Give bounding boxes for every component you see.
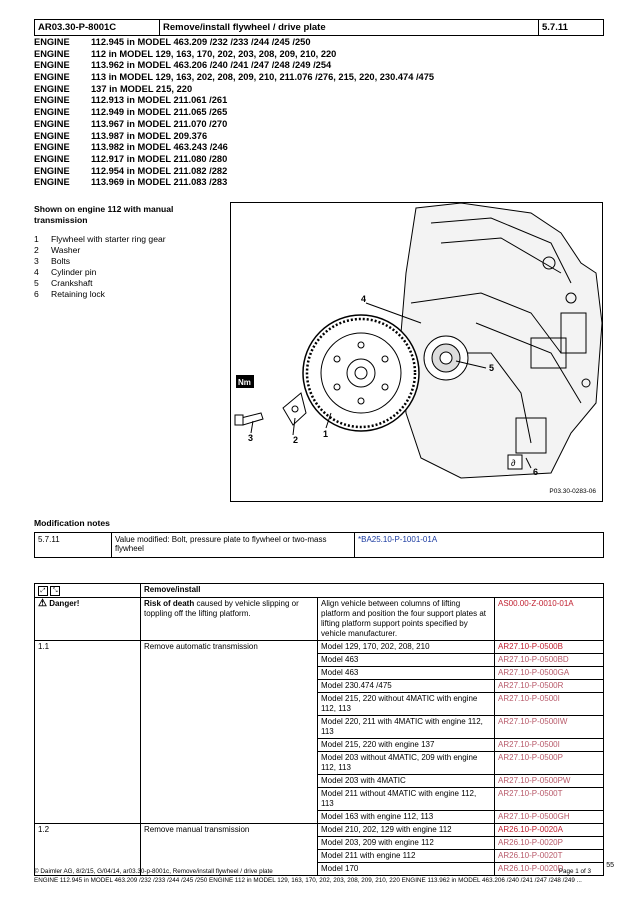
model-condition: Model 463	[318, 654, 495, 667]
legend-number: 2	[34, 245, 39, 255]
engine-label: ENGINE	[34, 60, 70, 71]
engine-models: 113 in MODEL 129, 163, 202, 208, 209, 210, 211.076 /276, 215, 220, 230.474 /475	[91, 72, 435, 83]
figure-code: P03.30-0283-06	[549, 488, 596, 495]
engine-label: ENGINE	[34, 153, 70, 164]
engine-row	[34, 177, 609, 189]
callout-6: 6	[533, 467, 539, 477]
modification-table	[34, 532, 604, 558]
engine-models: 112.945 in MODEL 463.209 /232 /233 /244 /245 /250	[91, 37, 311, 47]
model-condition: Model 129, 170, 202, 208, 210	[318, 641, 495, 654]
legend-item	[34, 234, 219, 245]
legend-text: Flywheel with starter ring gear	[51, 234, 166, 244]
engine-row	[34, 154, 609, 166]
engine-models: 112 in MODEL 129, 163, 170, 202, 203, 208, 209, 210, 220	[91, 48, 337, 59]
reference-link[interactable]: AR27.10-P-0500GH	[495, 811, 604, 824]
engine-row	[34, 84, 609, 96]
engine-models: 112.913 in MODEL 211.061 /261	[91, 95, 228, 106]
engine-models: 112.949 in MODEL 211.065 /265	[91, 107, 228, 118]
engine-row	[34, 95, 609, 107]
legend-number: 5	[34, 278, 39, 288]
engine-row	[34, 49, 609, 61]
step-number: 1.1	[35, 641, 141, 824]
procedure-row	[35, 641, 604, 654]
legend-number: 4	[34, 267, 39, 277]
engine-models: 113.982 in MODEL 463.243 /246	[91, 142, 228, 153]
footer-copyright: © Daimler AG, 8/2/15, G/04/14, ar03.30-p-8001c, Remove/install flywheel / drive plate	[34, 868, 273, 875]
engine-models: 113.987 in MODEL 209.376	[91, 130, 208, 141]
page-footer	[34, 868, 609, 885]
document-header-table	[34, 19, 604, 36]
model-condition: Model 203 with 4MATIC	[318, 775, 495, 788]
document-id: AR03.30-P-8001C	[35, 20, 160, 36]
footer-page: Page 1 of 3	[558, 868, 591, 875]
reference-link[interactable]: AR27.10-P-0500P	[495, 752, 604, 775]
warning-icon: ⚠	[38, 598, 47, 609]
engine-models: 113.969 in MODEL 211.083 /283	[91, 177, 228, 188]
engine-models: 112.954 in MODEL 211.082 /282	[91, 165, 228, 176]
engine-models: 137 in MODEL 215, 220	[91, 83, 193, 94]
figure-legend	[34, 234, 219, 300]
model-condition: Model 211 without 4MATIC with engine 112, 113	[318, 788, 495, 811]
torque-label: Nm	[238, 378, 251, 387]
legend-item	[34, 267, 219, 278]
legend-text: Crankshaft	[51, 278, 93, 288]
engine-label: ENGINE	[34, 95, 70, 106]
reference-link[interactable]: AR27.10-P-0500R	[495, 680, 604, 693]
model-condition: Model 215, 220 with engine 137	[318, 739, 495, 752]
procedure-table	[34, 583, 604, 876]
reference-link[interactable]: AR27.10-P-0500I	[495, 739, 604, 752]
step-action: Remove manual transmission	[141, 824, 318, 876]
expand-icons[interactable]	[35, 584, 141, 598]
engine-row	[34, 37, 609, 49]
mod-text: Value modified: Bolt, pressure plate to flywheel or two-mass flywheel	[112, 533, 355, 558]
engine-models: 113.962 in MODEL 463.206 /240 /241 /247 /248 /249 /254	[91, 60, 332, 71]
document-title: Remove/install flywheel / drive plate	[160, 20, 539, 36]
legend-text: Cylinder pin	[51, 267, 97, 277]
engine-label: ENGINE	[34, 48, 70, 59]
expand-icon[interactable]: ⤢	[38, 586, 48, 596]
danger-cell	[35, 598, 141, 641]
reference-link[interactable]: AR26.10-P-0020D	[495, 863, 604, 876]
engine-row	[34, 107, 609, 119]
procedure-row	[35, 824, 604, 837]
reference-link[interactable]: AR26.10-P-0020A	[495, 824, 604, 837]
footer-engines: ENGINE 112.945 in MODEL 463.209 /232 /233 /244 /245 /250 ENGINE 112 in MODEL 129, 163, 170, 202, 203, 208, 209, 210, 220 ENGINE 113.962 in MODEL 463.206 /240 /241 /247 /248 /249 ...	[34, 876, 582, 884]
legend-item	[34, 256, 219, 267]
engine-label: ENGINE	[34, 177, 70, 188]
legend-number: 6	[34, 289, 39, 299]
callout-2: 2	[293, 435, 299, 445]
model-condition: Model 230.474 /475	[318, 680, 495, 693]
engine-label: ENGINE	[34, 165, 70, 176]
engine-list	[34, 37, 609, 189]
legend-item	[34, 278, 219, 289]
engine-label: ENGINE	[34, 130, 70, 141]
engine-row	[34, 142, 609, 154]
mod-link[interactable]: *BA25.10-P-1001-01A	[355, 533, 604, 558]
legend-item	[34, 245, 219, 256]
engine-drawing	[231, 203, 602, 501]
table-header: Remove/install	[141, 584, 604, 598]
danger-code[interactable]: AS00.00-Z-0010-01A	[495, 598, 604, 641]
reference-link[interactable]: AR26.10-P-0020P	[495, 837, 604, 850]
risk-cell: Risk of death caused by vehicle slipping or toppling off the lifting platform.	[141, 598, 318, 641]
callout-1: 1	[323, 429, 329, 439]
engine-label: ENGINE	[34, 118, 70, 129]
legend-text: Retaining lock	[51, 289, 105, 299]
legend-text: Bolts	[51, 256, 71, 266]
callout-4: 4	[361, 294, 367, 304]
reference-link[interactable]: AR27.10-P-0500IW	[495, 716, 604, 739]
step-action: Remove automatic transmission	[141, 641, 318, 824]
danger-label: Danger!	[49, 599, 80, 608]
flywheel-diagram	[230, 202, 603, 502]
engine-row	[34, 119, 609, 131]
reference-link[interactable]: AR26.10-P-0020T	[495, 850, 604, 863]
engine-label: ENGINE	[34, 107, 70, 118]
engine-row	[34, 131, 609, 143]
legend-number: 1	[34, 234, 39, 244]
reference-link[interactable]: AR27.10-P-0500B	[495, 641, 604, 654]
callout-5: 5	[489, 363, 495, 373]
engine-models: 112.917 in MODEL 211.080 /280	[91, 153, 228, 164]
legend-item	[34, 289, 219, 300]
model-condition: Model 215, 220 without 4MATIC with engine 112, 113	[318, 693, 495, 716]
legend-number: 3	[34, 256, 39, 266]
reference-link[interactable]: AR27.10-P-0500T	[495, 788, 604, 811]
step-number: 1.2	[35, 824, 141, 876]
model-condition: Model 203 without 4MATIC, 209 with engine 112, 113	[318, 752, 495, 775]
model-condition: Model 210, 202, 129 with engine 112	[318, 824, 495, 837]
model-condition: Model 163 with engine 112, 113	[318, 811, 495, 824]
engine-row	[34, 166, 609, 178]
reference-link[interactable]: AR27.10-P-0500GA	[495, 667, 604, 680]
reference-link[interactable]: AR27.10-P-0500BD	[495, 654, 604, 667]
page-number: 55	[606, 862, 614, 869]
shown-on-note: Shown on engine 112 with manual transmission	[34, 204, 174, 225]
model-condition: Model 463	[318, 667, 495, 680]
tool-icon: ∂	[511, 458, 516, 468]
model-condition: Model 211 with engine 112	[318, 850, 495, 863]
legend-text: Washer	[51, 245, 81, 255]
reference-link[interactable]: AR27.10-P-0500I	[495, 693, 604, 716]
mod-section: 5.7.11	[35, 533, 112, 558]
section-number: 5.7.11	[539, 20, 604, 36]
engine-label: ENGINE	[34, 83, 70, 94]
danger-instruction: Align vehicle between columns of lifting platform and position the four support plates at lifting platform support points specified by vehicle manufacturer.	[318, 598, 495, 641]
model-condition: Model 170	[318, 863, 495, 876]
engine-row	[34, 60, 609, 72]
engine-label: ENGINE	[34, 72, 70, 83]
model-condition: Model 203, 209 with engine 112	[318, 837, 495, 850]
modification-notes-title: Modification notes	[34, 518, 110, 528]
model-condition: Model 220, 211 with 4MATIC with engine 112, 113	[318, 716, 495, 739]
callout-3: 3	[248, 433, 254, 443]
engine-row	[34, 72, 609, 84]
collapse-icon[interactable]: ⤡	[50, 586, 60, 596]
engine-label: ENGINE	[34, 37, 70, 47]
engine-models: 113.967 in MODEL 211.070 /270	[91, 118, 228, 129]
engine-label: ENGINE	[34, 142, 70, 153]
reference-link[interactable]: AR27.10-P-0500PW	[495, 775, 604, 788]
